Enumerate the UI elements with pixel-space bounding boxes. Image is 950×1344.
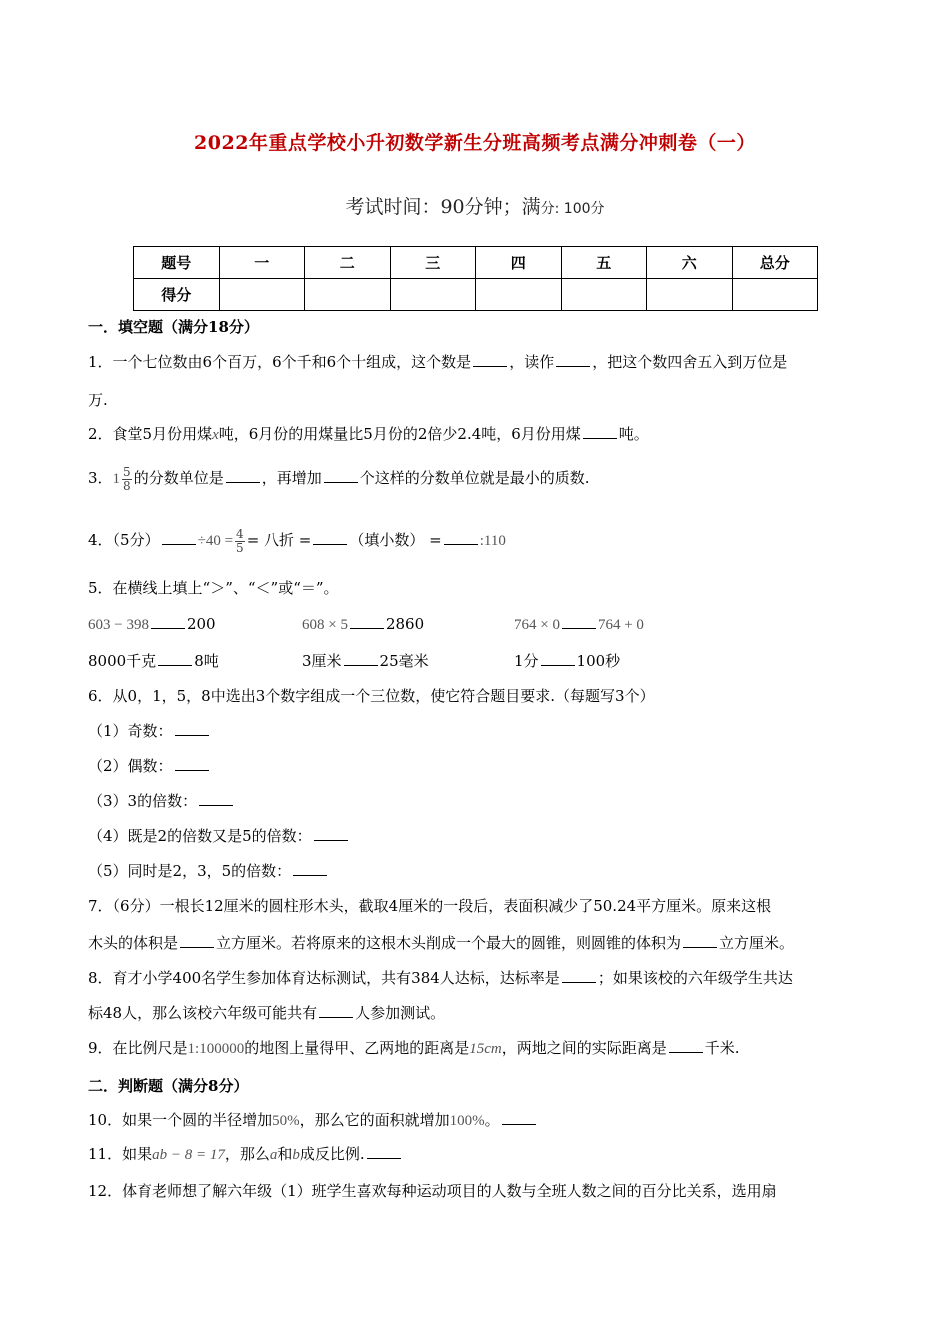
q2-text-c: 吨。	[618, 425, 649, 443]
question-6: 6．从0，1，5，8中选出3个数字组成一个三位数，使它符合题目要求.（每题写3个）	[88, 687, 655, 705]
q9-text-d: 千米.	[704, 1039, 740, 1057]
score-cell[interactable]	[732, 279, 818, 311]
answer-blank[interactable]	[199, 791, 233, 806]
compare-item	[514, 650, 620, 671]
q1-text-b: ，读作	[509, 353, 555, 371]
answer-blank[interactable]	[175, 756, 209, 771]
score-table-score-row	[134, 279, 818, 311]
q4-text-b: ÷40 =	[197, 533, 234, 549]
score-cell[interactable]	[647, 279, 733, 311]
q1-text-c: ，把这个数四舍五入到万位是	[592, 353, 788, 371]
q10-text-b: ，那么它的面积就增加	[299, 1111, 450, 1129]
compare-item	[514, 614, 644, 634]
score-header-cell: 题号	[134, 247, 220, 279]
q9-text-c: ，两地之间的实际距离是	[501, 1039, 667, 1057]
question-8-line-1	[88, 968, 868, 988]
compare-right: 2860	[385, 615, 425, 633]
score-header-cell: 总分	[732, 247, 818, 279]
question-1	[88, 352, 868, 372]
question-12: 12．体育老师想了解六年级（1）班学生喜欢每种运动项目的人数与全班人数之间的百分比关系，选用扇	[88, 1182, 777, 1200]
q10-percent-2: 100%	[449, 1113, 485, 1129]
fraction-denominator: 8	[123, 478, 131, 493]
score-header-cell: 五	[561, 247, 647, 279]
q6-subitem-label: （2）偶数：	[88, 757, 173, 775]
compare-right: 8吨	[194, 652, 219, 670]
q10-text-a: 10．如果一个圆的半径增加	[88, 1111, 273, 1129]
question-4	[88, 522, 868, 559]
compare-item	[88, 614, 216, 634]
q1-text-d: 万.	[88, 391, 108, 409]
q8-text-c: 标48人，那么该校六年级可能共有	[88, 1004, 318, 1022]
q6-subitem	[88, 791, 868, 811]
compare-right: 100秒	[576, 652, 621, 670]
answer-blank[interactable]	[151, 614, 185, 629]
score-row-label: 得分	[134, 279, 220, 311]
answer-blank[interactable]	[180, 933, 214, 948]
score-cell[interactable]	[390, 279, 476, 311]
q2-text-a: 2．食堂5月份用煤	[88, 425, 213, 443]
question-8-line-2	[88, 1003, 868, 1023]
answer-blank[interactable]	[562, 614, 596, 629]
section-heading-true-false: 二．判断题（满分8分）	[88, 1077, 249, 1095]
q6-subitem-label: （3）3的倍数：	[88, 792, 198, 810]
q4-text-d: （填小数） =	[349, 531, 442, 549]
score-cell[interactable]	[305, 279, 391, 311]
q3-text-d: 个这样的分数单位就是最小的质数.	[359, 469, 590, 487]
q6-subitem	[88, 756, 868, 776]
q11-text-a: 11．如果	[88, 1145, 153, 1163]
compare-left: 608 × 5	[302, 617, 348, 633]
compare-item	[88, 650, 219, 671]
q10-percent-1: 50%	[272, 1113, 300, 1129]
q8-text-d: 人参加测试。	[355, 1004, 446, 1022]
answer-blank[interactable]	[473, 352, 507, 367]
compare-left: 8000千克	[88, 652, 157, 670]
answer-blank[interactable]	[175, 721, 209, 736]
q3-text-c: ，再增加	[261, 469, 322, 487]
score-cell[interactable]	[219, 279, 305, 311]
answer-blank[interactable]	[556, 352, 590, 367]
q9-text-b: 的地图上量得甲、乙两地的距离是	[244, 1039, 470, 1057]
answer-blank[interactable]	[583, 424, 617, 439]
question-11	[88, 1144, 868, 1165]
fraction-denominator: 5	[236, 540, 244, 555]
answer-blank[interactable]	[350, 614, 384, 629]
exam-full-score: 分: 100分	[540, 201, 605, 217]
q9-scale-ratio: 1:100000	[187, 1041, 245, 1057]
q11-text-b: ，那么	[224, 1145, 270, 1163]
q11-text-c: 和	[277, 1145, 293, 1163]
q8-text-b: ；如果该校的六年级学生共达	[597, 969, 793, 987]
compare-left: 1分	[514, 652, 539, 670]
answer-blank[interactable]	[502, 1110, 536, 1125]
score-table	[133, 246, 818, 311]
compare-item	[302, 650, 429, 671]
q4-text-e: :110	[479, 533, 506, 549]
q7-text-b: 立方厘米。若将原来的这根木头削成一个最大的圆锥，则圆锥的体积为	[216, 934, 682, 952]
compare-right: 25毫米	[379, 652, 429, 670]
q6-subitem-label: （4）既是2的倍数又是5的倍数：	[88, 827, 312, 845]
question-9	[88, 1038, 868, 1059]
q3-fraction	[122, 466, 132, 493]
score-header-cell: 一	[219, 247, 305, 279]
q1-text-a: 1．一个七位数由6个百万，6个千和6个十组成，这个数是	[88, 353, 472, 371]
q10-text-c: 。	[484, 1111, 500, 1129]
compare-left: 603 − 398	[88, 617, 149, 633]
question-2	[88, 424, 868, 445]
answer-blank[interactable]	[444, 530, 478, 545]
question-7-line-2	[88, 933, 868, 953]
q11-text-d: 成反比例.	[299, 1145, 365, 1163]
score-header-cell: 三	[390, 247, 476, 279]
q3-whole: 1	[112, 471, 121, 487]
fraction-numerator: 4	[236, 526, 244, 541]
answer-blank[interactable]	[314, 826, 348, 841]
score-table-header-row	[134, 247, 818, 279]
q9-distance: 15cm	[469, 1041, 502, 1057]
answer-blank[interactable]	[293, 861, 327, 876]
answer-blank[interactable]	[226, 468, 260, 483]
answer-blank[interactable]	[344, 651, 378, 666]
q3-text-b: 的分数单位是	[133, 469, 224, 487]
question-3	[88, 460, 868, 497]
answer-blank[interactable]	[319, 1003, 353, 1018]
q7-text-a: 木头的体积是	[88, 934, 179, 952]
q2-text-b: 吨，6月份的用煤量比5月份的2倍少2.4吨，6月份用煤	[218, 425, 581, 443]
score-cell[interactable]	[561, 279, 647, 311]
q7-text-c: 立方厘米。	[719, 934, 795, 952]
compare-item	[302, 614, 424, 634]
question-7-line-1: 7．（6分）一根长12厘米的圆柱形木头，截取4厘米的一段后，表面积减少了50.24平方厘米。原来这根	[88, 897, 772, 915]
question-10	[88, 1110, 868, 1131]
q9-text-a: 9．在比例尺是	[88, 1039, 188, 1057]
answer-blank[interactable]	[669, 1038, 703, 1053]
compare-right: 764 + 0	[597, 617, 644, 633]
answer-blank[interactable]	[313, 530, 347, 545]
q6-subitem	[88, 861, 868, 881]
fraction-numerator: 5	[123, 464, 131, 479]
compare-left: 3厘米	[302, 652, 342, 670]
q6-subitem	[88, 826, 868, 846]
section-heading-fill-in: 一．填空题（满分18分）	[88, 318, 259, 336]
q4-text-a: 4．（5分）	[88, 531, 160, 549]
score-cell[interactable]	[476, 279, 562, 311]
q3-text-a: 3．	[88, 469, 113, 487]
answer-blank[interactable]	[324, 468, 358, 483]
answer-blank[interactable]	[162, 530, 196, 545]
score-header-cell: 六	[647, 247, 733, 279]
exam-time: 考试时间：90分钟；满	[345, 196, 541, 218]
q6-subitem-label: （5）同时是2，3，5的倍数：	[88, 862, 292, 880]
q11-variable-a: a	[269, 1147, 278, 1163]
compare-right: 200	[186, 615, 216, 633]
q4-fraction	[235, 528, 245, 555]
q8-text-a: 8．育才小学400名学生参加体育达标测试，共有384人达标，达标率是	[88, 969, 560, 987]
exam-title: 2022年重点学校小升初数学新生分班高频考点满分冲刺卷（一）	[194, 132, 756, 154]
score-header-cell: 四	[476, 247, 562, 279]
compare-left: 764 × 0	[514, 617, 560, 633]
q6-subitem-label: （1）奇数：	[88, 722, 173, 740]
answer-blank[interactable]	[562, 968, 596, 983]
question-5: 5．在横线上填上“＞”、“＜”或“＝”。	[88, 579, 339, 597]
q11-variable-b: b	[292, 1147, 300, 1163]
answer-blank[interactable]	[158, 651, 192, 666]
q11-equation: ab − 8 = 17	[152, 1147, 225, 1163]
q2-variable: x	[212, 427, 219, 443]
score-header-cell: 二	[305, 247, 391, 279]
answer-blank[interactable]	[683, 933, 717, 948]
exam-info	[0, 192, 950, 219]
answer-blank[interactable]	[541, 651, 575, 666]
answer-blank[interactable]	[367, 1144, 401, 1159]
q4-text-c: = 八折 =	[246, 531, 312, 549]
q6-subitem	[88, 721, 868, 741]
